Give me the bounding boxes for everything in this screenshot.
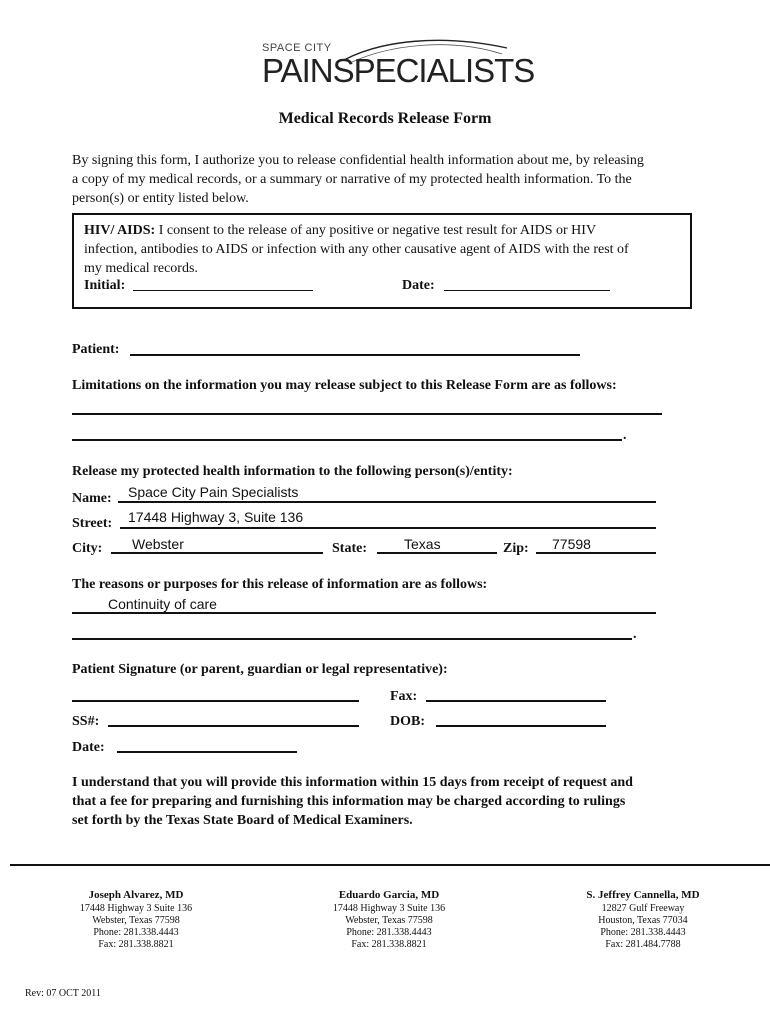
doctor-phone: Phone: 281.338.4443 [600, 927, 686, 938]
hiv-date-field[interactable] [444, 290, 610, 291]
understanding-line: I understand that you will provide this information within 15 days from receipt of request and [72, 775, 633, 790]
doctor-address-2: Webster, Texas 77598 [345, 915, 433, 926]
doctor-name: Joseph Alvarez, MD [88, 889, 184, 901]
street-label: Street: [72, 516, 113, 531]
patient-label: Patient: [72, 342, 120, 357]
dob-label: DOB: [390, 714, 425, 729]
doctor-address-1: 12827 Gulf Freeway [601, 903, 685, 914]
zip-field[interactable] [536, 552, 656, 554]
hiv-text: my medical records. [84, 261, 198, 276]
doctor-name: S. Jeffrey Cannella, MD [586, 889, 700, 901]
city-value: Webster [132, 536, 184, 552]
ss-label: SS#: [72, 714, 100, 729]
page-title: Medical Records Release Form [278, 110, 492, 127]
reasons-value: Continuity of care [108, 596, 217, 612]
patient-field[interactable] [130, 354, 580, 356]
date-label: Date: [72, 740, 105, 755]
release-heading: Release my protected health information to the following person(s)/entity: [72, 464, 513, 479]
street-value: 17448 Highway 3, Suite 136 [128, 509, 304, 525]
intro-line: person(s) or entity listed below. [72, 191, 249, 206]
fax-label: Fax: [390, 689, 418, 704]
zip-label: Zip: [503, 541, 529, 556]
ss-field[interactable] [108, 725, 359, 727]
city-label: City: [72, 541, 103, 556]
period: . [633, 627, 637, 642]
fax-field[interactable] [426, 700, 606, 702]
logo-big-text: PAINSPECIALISTS [262, 52, 535, 89]
name-field[interactable] [118, 501, 656, 503]
initial-label: Initial: [84, 278, 126, 293]
doctor-fax: Fax: 281.338.8821 [98, 939, 174, 950]
intro-line: a copy of my medical records, or a summary or narrative of my protected health information. To the [72, 172, 632, 187]
doctor-card [543, 887, 743, 951]
understanding-line: that a fee for preparing and furnishing this information may be charged according to rulings [72, 794, 626, 809]
doctor-name: Eduardo Garcia, MD [338, 889, 440, 901]
doctor-card [36, 887, 236, 951]
name-value: Space City Pain Specialists [128, 484, 299, 500]
clinic-logo [262, 34, 535, 90]
date-field[interactable] [117, 751, 297, 753]
doctor-phone: Phone: 281.338.4443 [346, 927, 432, 938]
city-field[interactable] [111, 552, 323, 554]
zip-value: 77598 [552, 536, 591, 552]
doctor-address-2: Webster, Texas 77598 [92, 915, 180, 926]
intro-paragraph [72, 151, 722, 208]
logo-small-text: SPACE CITY [262, 42, 332, 54]
limitations-field-2[interactable] [72, 439, 622, 441]
limitations-field-1[interactable] [72, 413, 662, 415]
doctor-address-1: 17448 Highway 3 Suite 136 [332, 903, 446, 914]
doctor-card [289, 887, 489, 951]
doctor-address-1: 17448 Highway 3 Suite 136 [79, 903, 193, 914]
hiv-label: HIV/ AIDS: [84, 223, 156, 238]
state-field[interactable] [377, 552, 497, 554]
limitations-heading: Limitations on the information you may release subject to this Release Form are as follows: [72, 378, 617, 393]
street-field[interactable] [120, 527, 656, 529]
state-label: State: [332, 541, 367, 556]
hiv-consent-text [84, 221, 684, 278]
intro-line: By signing this form, I authorize you to release confidential health information about me, by releasing [72, 153, 644, 168]
reasons-field-2[interactable] [72, 638, 632, 640]
doctor-fax: Fax: 281.338.8821 [351, 939, 427, 950]
name-label: Name: [72, 491, 112, 506]
footer-divider [10, 864, 770, 866]
hiv-text: infection, antibodies to AIDS or infection with any other causative agent of AIDS with the rest of [84, 242, 629, 257]
understanding-paragraph [72, 773, 712, 830]
doctor-address-2: Houston, Texas 77034 [598, 915, 688, 926]
signature-field[interactable] [72, 700, 359, 702]
understanding-line: set forth by the Texas State Board of Medical Examiners. [72, 813, 413, 828]
doctor-phone: Phone: 281.338.4443 [93, 927, 179, 938]
state-value: Texas [404, 536, 441, 552]
doctor-fax: Fax: 281.484.7788 [605, 939, 681, 950]
hiv-date-label: Date: [402, 278, 435, 293]
period: . [623, 428, 627, 443]
reasons-heading: The reasons or purposes for this release of information are as follows: [72, 577, 488, 592]
hiv-text: I consent to the release of any positive or negative test result for AIDS or HIV [158, 223, 597, 238]
initial-field[interactable] [133, 290, 313, 291]
revision-note: Rev: 07 OCT 2011 [25, 988, 101, 999]
dob-field[interactable] [436, 725, 606, 727]
reasons-field-1[interactable] [72, 612, 656, 614]
signature-heading: Patient Signature (or parent, guardian or legal representative): [72, 662, 448, 677]
